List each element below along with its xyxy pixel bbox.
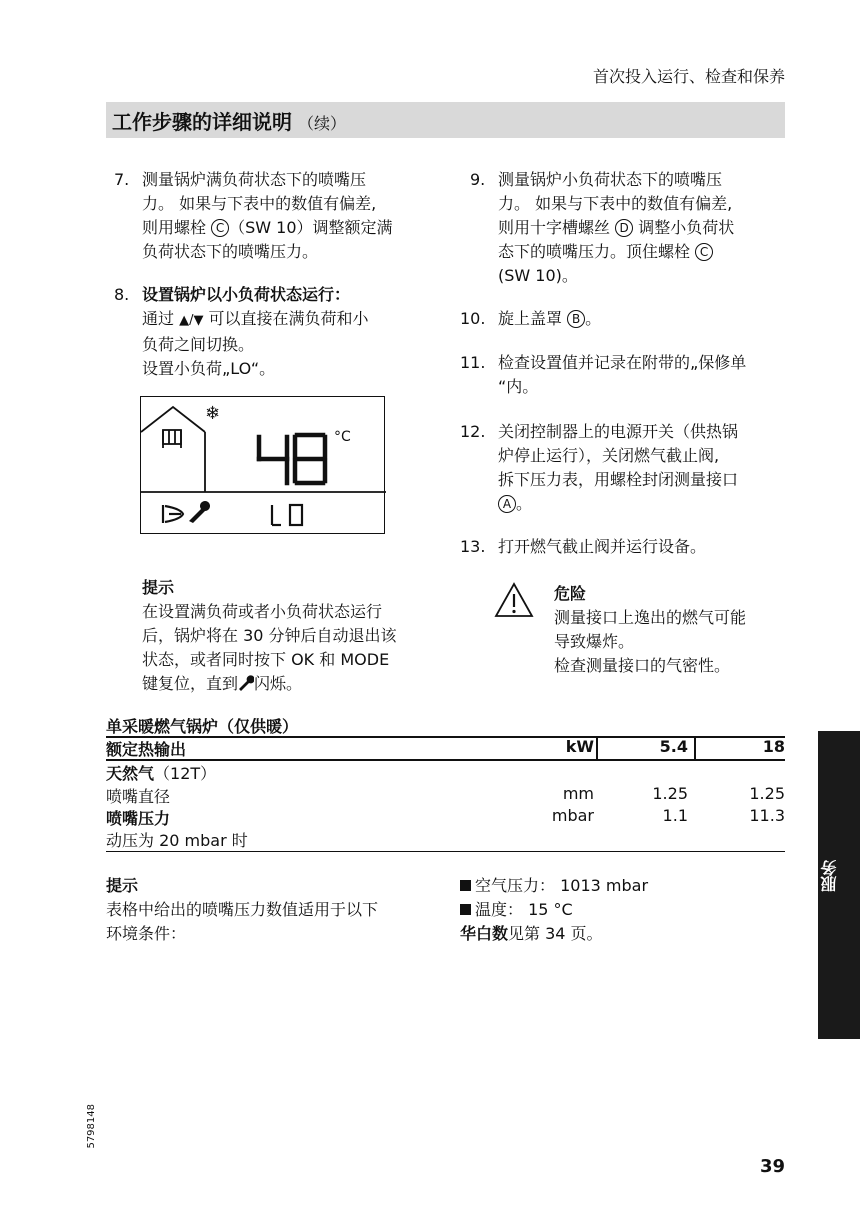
list-item bbox=[460, 874, 785, 898]
lo-segment-display bbox=[272, 505, 302, 525]
step-title: 设置锅炉以小负荷状态运行： bbox=[142, 285, 351, 304]
danger-line: 检查测量接口的气密性。 bbox=[554, 656, 731, 675]
left-note bbox=[142, 576, 452, 696]
step-text-line: 炉停止运行），关闭燃气截止阀, bbox=[498, 446, 720, 465]
step-text: 态下的喷嘴压力。顶住螺栓 bbox=[498, 242, 691, 261]
step-text-line: 设置小负荷„LO“。 bbox=[142, 359, 276, 378]
note-line: 环境条件： bbox=[106, 924, 187, 943]
table-cell: mm bbox=[562, 784, 594, 803]
list-item-text: 温度： 15 °C bbox=[475, 900, 573, 919]
table-col-divider bbox=[694, 736, 696, 760]
step-text-line: 检查设置值并记录在附带的„保修单 bbox=[498, 353, 747, 372]
nozzle-pressure-table bbox=[106, 714, 785, 850]
page-title-text: 工作步骤的详细说明 bbox=[112, 110, 292, 134]
list-item-text: 空气压力： 1013 mbar bbox=[475, 876, 649, 895]
lcd-display bbox=[140, 396, 385, 534]
table-header-cell: 5.4 bbox=[659, 737, 688, 756]
table-caption: 单采暖燃气锅炉（仅供暖） bbox=[106, 717, 299, 736]
step-number: 13. bbox=[460, 537, 486, 556]
step-text-line: (SW 10)。 bbox=[498, 266, 578, 285]
step-number: 9. bbox=[470, 170, 486, 189]
seven-segment-digits bbox=[259, 435, 325, 483]
step-text: 。 bbox=[516, 494, 533, 513]
wrench-icon bbox=[238, 675, 254, 691]
table-row bbox=[106, 784, 785, 806]
gas-label: 天然气 bbox=[106, 764, 155, 783]
wobbe-text: 见第 34 页。 bbox=[508, 924, 603, 943]
label-c-icon: C bbox=[211, 219, 229, 237]
step-text-line: 负荷状态下的喷嘴压力。 bbox=[142, 242, 319, 261]
step-7 bbox=[114, 168, 444, 268]
table-cell: 1.1 bbox=[662, 806, 688, 825]
step-text-line: 测量锅炉小负荷状态下的喷嘴压 bbox=[498, 170, 723, 189]
step-text: 则用螺栓 bbox=[142, 218, 207, 237]
label-d-icon: D bbox=[615, 219, 633, 237]
wrench-icon bbox=[189, 501, 210, 523]
step-number: 10. bbox=[460, 309, 486, 328]
section-header: 首次投入运行、检查和保养 bbox=[592, 67, 785, 86]
table-row bbox=[106, 761, 785, 783]
bottom-note bbox=[106, 874, 436, 946]
conditions-list bbox=[460, 874, 785, 946]
table-header-cell: 额定热输出 bbox=[106, 740, 187, 759]
lcd-graphics bbox=[141, 397, 386, 535]
warning-triangle-icon bbox=[494, 582, 534, 618]
step-text: 旋上盖罩 bbox=[498, 309, 563, 328]
label-b-icon: B bbox=[567, 310, 585, 328]
burner-icon bbox=[163, 505, 183, 523]
step-text: 。 bbox=[585, 309, 602, 328]
up-down-arrows-icon: ▲/▼ bbox=[179, 313, 204, 328]
table-col-divider bbox=[596, 736, 598, 760]
table-cell: 喷嘴压力 bbox=[106, 809, 171, 828]
table-header-row bbox=[106, 737, 785, 759]
table-cell: 1.25 bbox=[652, 784, 688, 803]
side-tab-label: 服务 bbox=[820, 860, 839, 892]
document-number: 5798148 bbox=[86, 1104, 97, 1149]
step-number: 8. bbox=[114, 285, 130, 304]
list-item bbox=[460, 898, 785, 922]
step-number: 12. bbox=[460, 422, 486, 441]
note-line: 键复位，直到 bbox=[142, 674, 239, 693]
danger-line: 导致爆炸。 bbox=[554, 632, 635, 651]
step-text-line: 测量锅炉满负荷状态下的喷嘴压 bbox=[142, 170, 367, 189]
table-cell: mbar bbox=[551, 806, 594, 825]
step-text-line: 力。 如果与下表中的数值有偏差, bbox=[142, 194, 377, 213]
table-cell: 11.3 bbox=[749, 806, 785, 825]
page-number: 39 bbox=[759, 1156, 785, 1177]
gas-type: （12T） bbox=[154, 764, 217, 783]
step-9 bbox=[470, 168, 785, 288]
step-text: 可以直接在满负荷和小 bbox=[203, 309, 369, 328]
step-number: 11. bbox=[460, 353, 486, 372]
note-line: 闪烁。 bbox=[254, 674, 303, 693]
note-line: 在设置满负荷或者小负荷状态运行 bbox=[142, 602, 383, 621]
table-row bbox=[106, 828, 785, 850]
note-line: 后，锅炉将在 30 分钟后自动退出该 bbox=[142, 626, 397, 645]
page-title bbox=[112, 106, 346, 135]
danger-line: 测量接口上逸出的燃气可能 bbox=[554, 608, 747, 627]
table-footnote: 动压为 20 mbar 时 bbox=[106, 831, 248, 850]
radiator-icon bbox=[163, 430, 181, 448]
step-text: （SW 10）调整额定满 bbox=[229, 218, 393, 237]
bullet-square-icon bbox=[460, 904, 471, 915]
table-bottom-rule bbox=[106, 851, 785, 852]
note-title: 提示 bbox=[106, 876, 139, 895]
table-row bbox=[106, 806, 785, 828]
step-number: 7. bbox=[114, 170, 130, 189]
step-text-line: 力。 如果与下表中的数值有偏差, bbox=[498, 194, 733, 213]
step-text: 调整小负荷状 bbox=[638, 218, 735, 237]
snowflake-icon: ❄ bbox=[205, 403, 221, 424]
step-8 bbox=[114, 283, 444, 379]
table-cell: 1.25 bbox=[749, 784, 785, 803]
step-text-line: 拆下压力表，用螺栓封闭测量接口 bbox=[498, 470, 739, 489]
bullet-square-icon bbox=[460, 880, 471, 891]
temperature-unit: °C bbox=[334, 429, 351, 445]
step-text: 打开燃气截止阀并运行设备。 bbox=[498, 537, 707, 556]
step-text-line: 关闭控制器上的电源开关（供热锅 bbox=[498, 422, 739, 441]
note-line: 状态，或者同时按下 OK 和 MODE bbox=[142, 650, 390, 669]
note-line: 表格中给出的喷嘴压力数值适用于以下 bbox=[106, 900, 379, 919]
table-cell: 喷嘴直径 bbox=[106, 787, 171, 806]
wobbe-label: 华白数 bbox=[460, 924, 509, 943]
danger-title: 危险 bbox=[554, 584, 587, 603]
step-text: 则用十字槽螺丝 bbox=[498, 218, 611, 237]
step-12 bbox=[460, 420, 785, 520]
table-header-cell: 18 bbox=[762, 737, 785, 756]
step-text-line: “内。 bbox=[498, 377, 539, 396]
table-header-cell: kW bbox=[565, 737, 594, 756]
house-icon bbox=[141, 407, 386, 492]
page-title-subtitle: （续） bbox=[298, 114, 347, 133]
step-text-line: 负荷之间切换。 bbox=[142, 335, 255, 354]
label-c-icon: C bbox=[695, 243, 713, 261]
label-a-icon: A bbox=[498, 495, 516, 513]
danger-note bbox=[554, 582, 789, 678]
step-text: 通过 bbox=[142, 309, 180, 328]
step-11 bbox=[460, 351, 785, 401]
note-title: 提示 bbox=[142, 578, 175, 597]
